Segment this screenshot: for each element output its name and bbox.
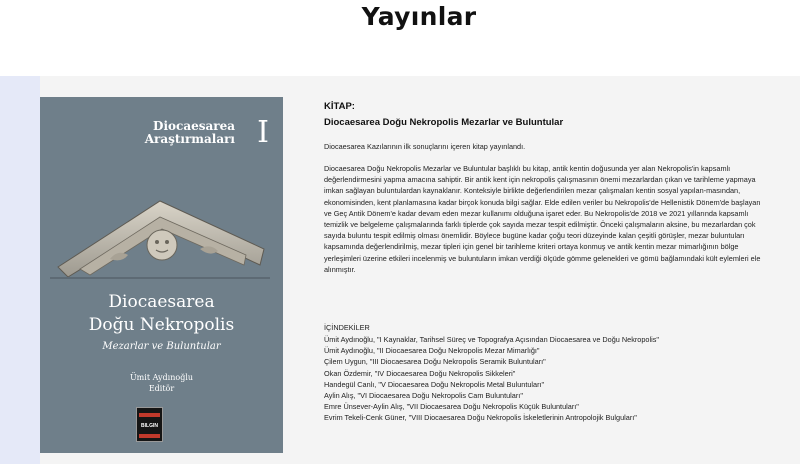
cover-subtitle: Mezarlar ve Buluntular: [102, 341, 221, 352]
toc-item: Ümit Aydınoğlu, "II Diocaesarea Doğu Nekropolis Mezar Mimarlığı": [324, 346, 540, 356]
toc-item: Emre Ünsever-Aylin Alış, "VII Diocaesarea Doğu Nekropolis Küçük Buluntuları": [324, 402, 579, 412]
logo-stripe-top: [139, 413, 160, 417]
cover-series-line1: Diocaesarea: [153, 119, 235, 133]
cover-editor-name: Ümit Aydınoğlu: [129, 373, 194, 382]
toc-item: Çilem Uygun, "III Diocaesarea Doğu Nekropolis Seramik Buluntuları": [324, 357, 546, 367]
publisher-name: BILGIN: [141, 423, 158, 429]
logo-stripe-bottom: [139, 434, 160, 438]
toc-item: Aylin Alış, "VI Diocaesarea Doğu Nekropolis Cam Buluntuları": [324, 391, 523, 401]
cover-series-line2: Araştırmaları: [144, 132, 235, 146]
pediment-relief-image: [50, 189, 270, 279]
toc-item: Okan Özdemir, "IV Diocaesarea Doğu Nekropolis Sikkeleri": [324, 368, 516, 378]
page-title: Yayınlar: [361, 2, 477, 31]
cover-title-line1: Diocaesarea: [108, 292, 215, 312]
cover-series-title: [145, 120, 235, 146]
book-cover[interactable]: [40, 97, 283, 453]
toc-heading: İÇİNDEKİLER: [324, 323, 370, 332]
publisher-logo: [136, 407, 163, 442]
cover-editor-role: Editör: [148, 384, 175, 393]
cover-volume-number: I: [257, 115, 269, 150]
table-of-contents: [324, 334, 764, 424]
toc-item: Ümit Aydınoğlu, "I Kaynaklar, Tarihsel Süreç ve Topografya Açısından Diocaesarea ve Doğu Nekropolis": [324, 335, 659, 344]
book-description: Diocaesarea Doğu Nekropolis Mezarlar ve Buluntular başlıklı bu kitap, antik kentin doğusunda yer alan Nekropolis'in kapsamlı değerlendirmesini yapma amacına sahiptir. Bir antik kent için nekropolis çalışmasının önemi mezarlardan çıkan ve tarihleme yapmaya imkan sağlayan buluntulardan kaynaklanır. Konteksiyle birlikte değerlendirilen mezar çalışmaları kentin sosyal yapılan-masından, ekonomisinden, kent planlamasına kadar birçok konuda bilgi sağlar. Elde edilen veriler bu Nekropolis'de Hellenistik Dönem'de başlayan ve Geç Antik Dönem'e kadar devam eden mezar kullanımı olduğuna işaret eder. Bu Nekropolis'de 2018 ve 2021 yıllarında kapsamlı temizlik ve belgeleme çalışmalarında farklı tiplerde çok sayıda mezar tespit edilmiştir. Önceki çalışmaların aksine, bu mezarlardan çok sayıda buluntu tespit edilmiş olması önemlidir. Böylece bugüne kadar çoğu teori düzeyinde kalan çeşitli görüşler, mezar buluntuları kapsamında değerlendirilmiş, mezar tipleri için genel bir tarihleme kriteri ortaya konmuş ve antik kentin mezar mimarlığının bölge yerleşimleri üzerine etkileri incelenmiş ve buluntuların imkan verdiği ölçüde gömme gelenekleri ve gömü bağlamındaki kült eylemleri ele alınmıştır.: [324, 164, 761, 274]
book-title: Diocaesarea Doğu Nekropolis Mezarlar ve Buluntular: [324, 117, 564, 128]
book-label: KİTAP:: [324, 101, 355, 112]
toc-item: Handegül Canlı, "V Diocaesarea Doğu Nekropolis Metal Buluntuları": [324, 379, 545, 389]
cover-title-line2: Doğu Nekropolis: [88, 315, 235, 335]
toc-item: Evrim Tekeli-Cenk Güner, "VIII Diocaesarea Doğu Nekropolis İskeletlerinin Antropolojik Bulguları": [324, 413, 637, 423]
left-accent-strip: [0, 76, 40, 464]
book-intro: Diocaesarea Kazılarının ilk sonuçlarını içeren kitap yayınlandı.: [324, 142, 526, 151]
